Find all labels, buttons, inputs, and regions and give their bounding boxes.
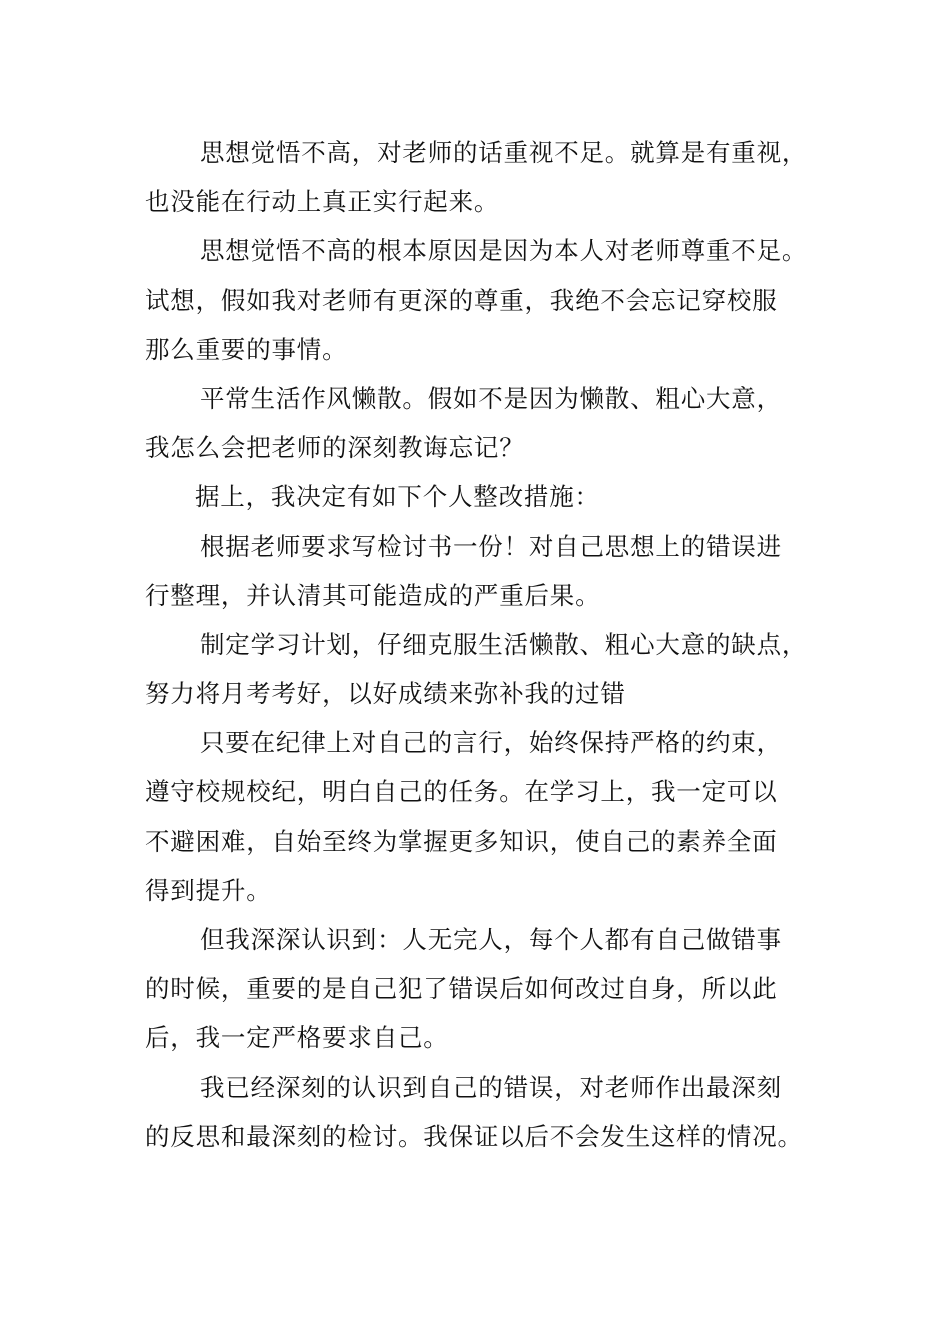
paragraph-line: 只要在纪律上对自己的言行，始终保持严格的约束， (200, 728, 782, 758)
paragraph-line: 遵守校规校纪，明白自己的任务。在学习上，我一定可以 (145, 777, 778, 807)
paragraph-line: 的反思和最深刻的检讨。我保证以后不会发生这样的情况。 (145, 1121, 803, 1151)
document-body (145, 128, 835, 1161)
paragraph-line: 平常生活作风懒散。假如不是因为懒散、粗心大意， (200, 383, 782, 413)
paragraph-line: 试想，假如我对老师有更深的尊重，我绝不会忘记穿校服 (145, 285, 778, 315)
paragraph-line: 得到提升。 (145, 875, 272, 905)
paragraph-line: 努力将月考考好，以好成绩来弥补我的过错 (145, 679, 626, 709)
paragraph-line: 那么重要的事情。 (145, 334, 348, 364)
paragraph-line: 我已经深刻的认识到自己的错误，对老师作出最深刻 (200, 1072, 782, 1102)
paragraph-line: 不避困难，自始至终为掌握更多知识，使自己的素养全面 (145, 826, 778, 856)
paragraph-line: 据上，我决定有如下个人整改措施： (195, 482, 600, 512)
paragraph-line: 也没能在行动上真正实行起来。 (145, 187, 500, 217)
paragraph-line: 行整理，并认清其可能造成的严重后果。 (145, 580, 601, 610)
paragraph-line: 根据老师要求写检讨书一份！对自己思想上的错误进 (200, 531, 782, 561)
paragraph-line: 制定学习计划，仔细克服生活懒散、粗心大意的缺点， (200, 629, 808, 659)
paragraph-line: 思想觉悟不高，对老师的话重视不足。就算是有重视， (200, 138, 808, 167)
paragraph-line: 我怎么会把老师的深刻教诲忘记？ (145, 433, 525, 463)
paragraph-line: 后，我一定严格要求自己。 (145, 1023, 449, 1053)
paragraph-line: 但我深深认识到：人无完人，每个人都有自己做错事 (200, 925, 782, 954)
paragraph-line: 思想觉悟不高的根本原因是因为本人对老师尊重不足。 (200, 236, 808, 266)
paragraph-line: 的时候，重要的是自己犯了错误后如何改过自身，所以此 (145, 974, 778, 1004)
